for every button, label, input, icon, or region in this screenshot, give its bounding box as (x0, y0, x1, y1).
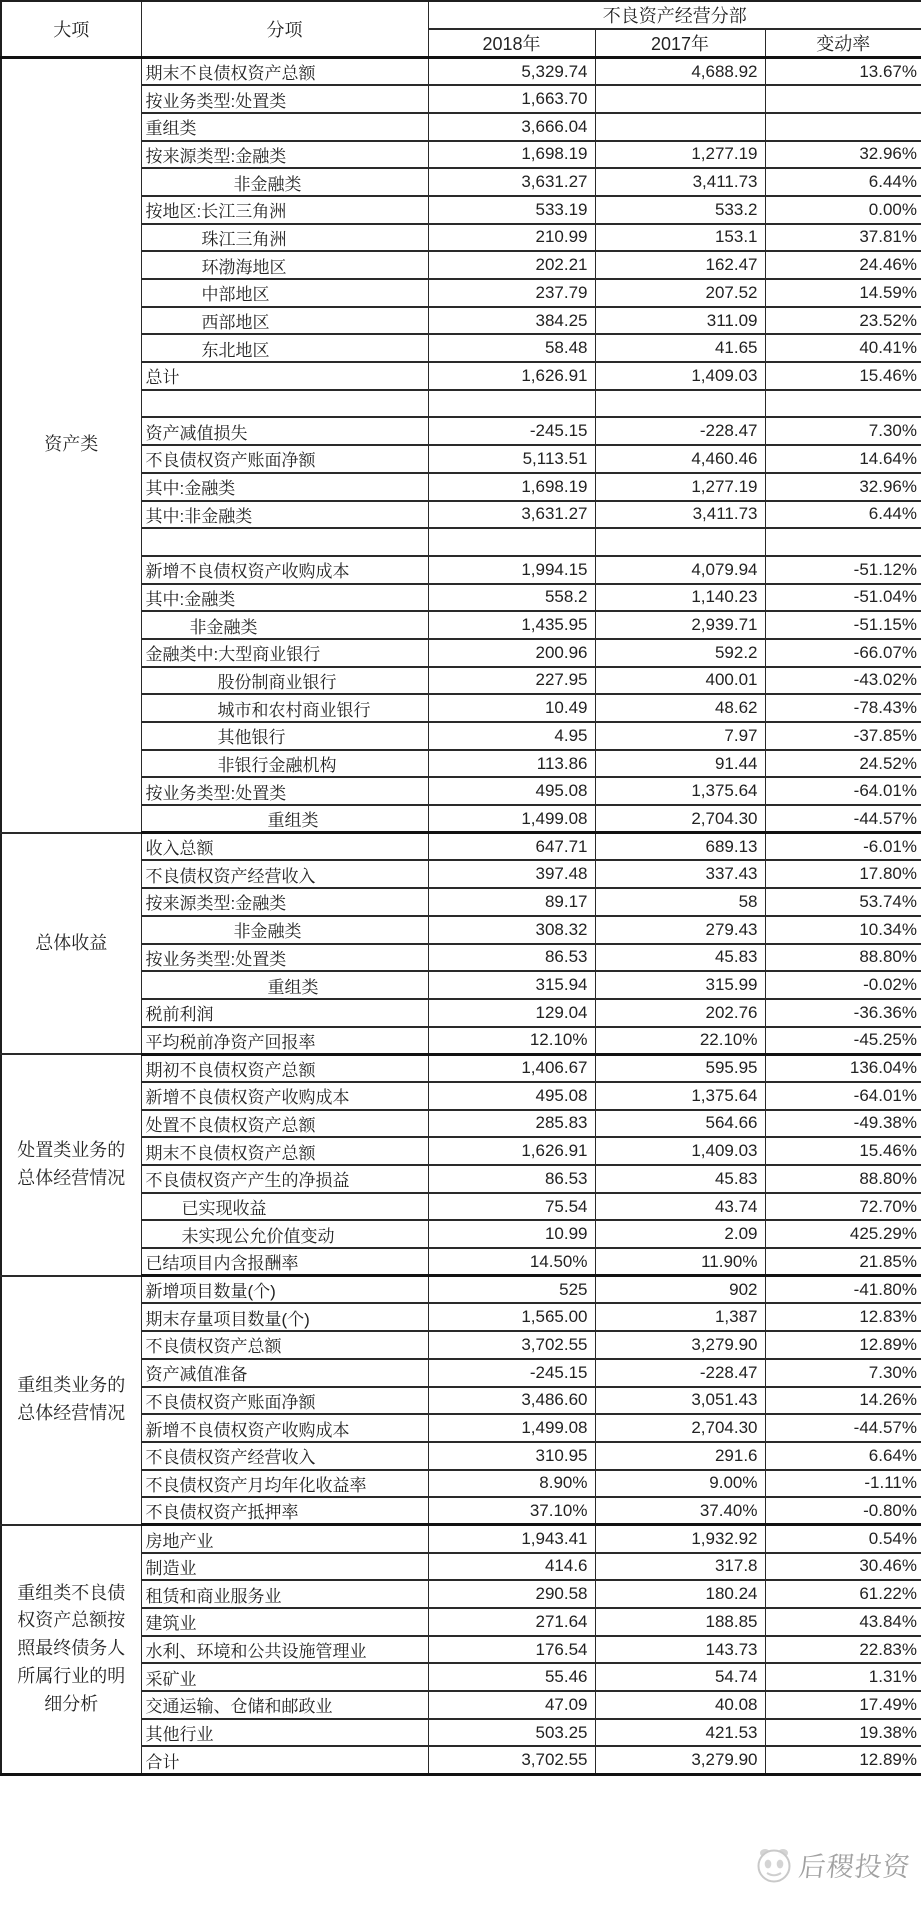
cell-v2017: 1,932.92 (595, 1525, 765, 1553)
table-title: 不良资产经营分部 (428, 1, 921, 29)
cell-chg: 12.83% (765, 1303, 921, 1331)
cell-v2018: 200.96 (428, 639, 595, 667)
cell-chg: 61.22% (765, 1580, 921, 1608)
cell-v2017: 1,409.03 (595, 362, 765, 390)
cell-v2018: 86.53 (428, 944, 595, 972)
cell-chg: -51.12% (765, 556, 921, 584)
cell-label: 中部地区 (141, 279, 428, 307)
cell-v2018: 414.6 (428, 1553, 595, 1581)
cell-v2017: 4,079.94 (595, 556, 765, 584)
cell-v2017: 22.10% (595, 1027, 765, 1055)
cell-chg: 6.44% (765, 501, 921, 529)
cell-chg: -41.80% (765, 1276, 921, 1304)
cell-label: 平均税前净资产回报率 (141, 1027, 428, 1055)
cell-v2018: 227.95 (428, 667, 595, 695)
cell-v2017: 902 (595, 1276, 765, 1304)
cell-v2017: 180.24 (595, 1580, 765, 1608)
cell-v2017: 9.00% (595, 1470, 765, 1498)
cell-chg: -64.01% (765, 777, 921, 805)
cell-label: 按来源类型:金融类 (141, 888, 428, 916)
cell-v2017: 279.43 (595, 916, 765, 944)
cell-label: 重组类 (141, 971, 428, 999)
cell-label: 按地区:长江三角洲 (141, 196, 428, 224)
section-label: 资产类 (1, 58, 141, 833)
cell-chg: -43.02% (765, 667, 921, 695)
cell-v2017: 41.65 (595, 334, 765, 362)
cell-chg: 22.83% (765, 1636, 921, 1664)
cell-v2018: 1,663.70 (428, 85, 595, 113)
panda-logo-icon (754, 1844, 794, 1884)
cell-label: 不良债权资产账面净额 (141, 445, 428, 473)
table-row (1, 58, 921, 86)
cell-v2018: 12.10% (428, 1027, 595, 1055)
cell-chg: 37.81% (765, 224, 921, 252)
cell-label: 新增不良债权资产收购成本 (141, 1082, 428, 1110)
cell-v2017: 45.83 (595, 944, 765, 972)
cell-v2018: -245.15 (428, 417, 595, 445)
cell-v2017: 4,460.46 (595, 445, 765, 473)
cell-chg: 10.34% (765, 916, 921, 944)
cell-v2017: 2,939.71 (595, 611, 765, 639)
cell-v2018: 558.2 (428, 584, 595, 612)
cell-label: 合计 (141, 1746, 428, 1774)
cell-v2017: 317.8 (595, 1553, 765, 1581)
cell-label: 采矿业 (141, 1663, 428, 1691)
cell-chg: 0.54% (765, 1525, 921, 1553)
cell-chg: -0.80% (765, 1497, 921, 1525)
cell-chg: 21.85% (765, 1248, 921, 1276)
cell-label: 其他行业 (141, 1719, 428, 1747)
cell-v2018: 3,702.55 (428, 1746, 595, 1774)
cell-chg: 88.80% (765, 944, 921, 972)
cell-label: 不良债权资产抵押率 (141, 1497, 428, 1525)
cell-label: 期末不良债权资产总额 (141, 58, 428, 86)
cell-chg: 6.64% (765, 1442, 921, 1470)
cell-v2017: 315.99 (595, 971, 765, 999)
cell-label: 交通运输、仓储和邮政业 (141, 1691, 428, 1719)
cell-chg: 7.30% (765, 417, 921, 445)
cell-v2017: 54.74 (595, 1663, 765, 1691)
cell-v2017: -228.47 (595, 1359, 765, 1387)
watermark-halo (750, 1846, 920, 1890)
cell-label: 非银行金融机构 (141, 750, 428, 778)
cell-v2017: 3,411.73 (595, 168, 765, 196)
cell-label: 已结项目内含报酬率 (141, 1248, 428, 1276)
cell-v2018: 58.48 (428, 334, 595, 362)
cell-label: 制造业 (141, 1553, 428, 1581)
cell-chg: -51.04% (765, 584, 921, 612)
cell-v2018: 647.71 (428, 833, 595, 861)
cell-chg: 7.30% (765, 1359, 921, 1387)
cell-v2018: 10.49 (428, 694, 595, 722)
cell-chg: 23.52% (765, 307, 921, 335)
cell-v2018: 1,943.41 (428, 1525, 595, 1553)
cell-v2017: 337.43 (595, 860, 765, 888)
cell-v2018: 210.99 (428, 224, 595, 252)
cell-v2018: 310.95 (428, 1442, 595, 1470)
cell-chg: 17.80% (765, 860, 921, 888)
cell-chg: -51.15% (765, 611, 921, 639)
cell-chg: 12.89% (765, 1746, 921, 1774)
cell-v2017: 1,375.64 (595, 777, 765, 805)
cell-label: 重组类 (141, 805, 428, 833)
cell-label: 非金融类 (141, 168, 428, 196)
cell-chg: 14.26% (765, 1387, 921, 1415)
watermark (754, 1844, 911, 1884)
cell-chg: 14.64% (765, 445, 921, 473)
col-header-sub: 分项 (141, 1, 428, 58)
cell-label: 不良债权资产月均年化收益率 (141, 1470, 428, 1498)
cell-label: 期末不良债权资产总额 (141, 1137, 428, 1165)
cell-v2018: 1,565.00 (428, 1303, 595, 1331)
cell-v2017: 1,375.64 (595, 1082, 765, 1110)
cell-v2018: 3,631.27 (428, 168, 595, 196)
cell-v2017: 188.85 (595, 1608, 765, 1636)
cell-v2018: 533.19 (428, 196, 595, 224)
cell-label: 不良债权资产产生的净损益 (141, 1165, 428, 1193)
cell-chg: 30.46% (765, 1553, 921, 1581)
cell-label: 重组类 (141, 113, 428, 141)
cell-label: 期初不良债权资产总额 (141, 1054, 428, 1082)
cell-v2018: 1,435.95 (428, 611, 595, 639)
table-row (1, 1054, 921, 1082)
col-header-change: 变动率 (765, 29, 921, 58)
table-body (1, 58, 921, 1775)
cell-chg: 88.80% (765, 1165, 921, 1193)
cell-chg (765, 85, 921, 113)
cell-chg: 43.84% (765, 1608, 921, 1636)
cell-label: 水利、环境和公共设施管理业 (141, 1636, 428, 1664)
cell-v2018: 308.32 (428, 916, 595, 944)
cell-v2017: 2,704.30 (595, 805, 765, 833)
cell-v2017: 1,277.19 (595, 141, 765, 169)
cell-label: 总计 (141, 362, 428, 390)
cell-label: 按业务类型:处置类 (141, 777, 428, 805)
cell-v2017: 1,387 (595, 1303, 765, 1331)
cell-v2018: 176.54 (428, 1636, 595, 1664)
cell-chg: 19.38% (765, 1719, 921, 1747)
cell-label: 其中:金融类 (141, 473, 428, 501)
cell-v2018: 37.10% (428, 1497, 595, 1525)
cell-v2018: 1,626.91 (428, 1137, 595, 1165)
cell-v2018: 86.53 (428, 1165, 595, 1193)
cell-label: 不良债权资产经营收入 (141, 1442, 428, 1470)
cell-v2017: 43.74 (595, 1193, 765, 1221)
cell-v2018: 5,329.74 (428, 58, 595, 86)
cell-v2017: 4,688.92 (595, 58, 765, 86)
cell-chg: -0.02% (765, 971, 921, 999)
cell-v2018: 202.21 (428, 251, 595, 279)
cell-chg: -37.85% (765, 722, 921, 750)
cell-label: 不良债权资产账面净额 (141, 1387, 428, 1415)
cell-chg: 136.04% (765, 1054, 921, 1082)
cell-v2017: 45.83 (595, 1165, 765, 1193)
cell-chg: 15.46% (765, 362, 921, 390)
cell-v2018: 1,626.91 (428, 362, 595, 390)
table-row (1, 1276, 921, 1304)
cell-v2017: 1,140.23 (595, 584, 765, 612)
cell-label: 股份制商业银行 (141, 667, 428, 695)
cell-v2017: 595.95 (595, 1054, 765, 1082)
cell-label: 收入总额 (141, 833, 428, 861)
cell-label: 东北地区 (141, 334, 428, 362)
cell-label: 其中:金融类 (141, 584, 428, 612)
cell-v2017 (595, 390, 765, 418)
cell-v2018: 3,486.60 (428, 1387, 595, 1415)
cell-v2018: 290.58 (428, 1580, 595, 1608)
cell-v2018: 525 (428, 1276, 595, 1304)
cell-label: 租赁和商业服务业 (141, 1580, 428, 1608)
cell-label: 期末存量项目数量(个) (141, 1303, 428, 1331)
cell-chg: 53.74% (765, 888, 921, 916)
cell-v2017 (595, 528, 765, 556)
cell-chg: 1.31% (765, 1663, 921, 1691)
cell-v2018: 5,113.51 (428, 445, 595, 473)
cell-v2017: 153.1 (595, 224, 765, 252)
cell-v2017: 3,279.90 (595, 1331, 765, 1359)
cell-v2018: 285.83 (428, 1110, 595, 1138)
cell-v2017: 3,279.90 (595, 1746, 765, 1774)
table-row (1, 1525, 921, 1553)
cell-chg (765, 113, 921, 141)
cell-label: 不良债权资产经营收入 (141, 860, 428, 888)
cell-label: 其中:非金融类 (141, 501, 428, 529)
cell-chg: 24.52% (765, 750, 921, 778)
cell-v2017: 689.13 (595, 833, 765, 861)
cell-v2018 (428, 390, 595, 418)
cell-chg: -64.01% (765, 1082, 921, 1110)
cell-v2017: 207.52 (595, 279, 765, 307)
cell-chg: 12.89% (765, 1331, 921, 1359)
cell-label: 金融类中:大型商业银行 (141, 639, 428, 667)
cell-v2017: 202.76 (595, 999, 765, 1027)
cell-label: 非金融类 (141, 916, 428, 944)
cell-v2017: 37.40% (595, 1497, 765, 1525)
cell-label: 其他银行 (141, 722, 428, 750)
cell-label: 西部地区 (141, 307, 428, 335)
cell-v2017: 1,409.03 (595, 1137, 765, 1165)
cell-v2018: 1,499.08 (428, 805, 595, 833)
cell-v2017: 40.08 (595, 1691, 765, 1719)
cell-chg: 32.96% (765, 473, 921, 501)
cell-v2017: 3,411.73 (595, 501, 765, 529)
cell-v2018: 47.09 (428, 1691, 595, 1719)
cell-v2018: 1,698.19 (428, 141, 595, 169)
cell-chg: -45.25% (765, 1027, 921, 1055)
cell-v2017: 564.66 (595, 1110, 765, 1138)
cell-v2017: 58 (595, 888, 765, 916)
cell-v2018: 55.46 (428, 1663, 595, 1691)
cell-label: 资产减值准备 (141, 1359, 428, 1387)
cell-label: 按业务类型:处置类 (141, 85, 428, 113)
cell-v2018: 503.25 (428, 1719, 595, 1747)
cell-v2018: 495.08 (428, 777, 595, 805)
section-label: 处置类业务的总体经营情况 (1, 1054, 141, 1276)
cell-v2018: 4.95 (428, 722, 595, 750)
cell-chg: 72.70% (765, 1193, 921, 1221)
cell-v2018: 3,631.27 (428, 501, 595, 529)
cell-v2017: 7.97 (595, 722, 765, 750)
cell-chg: 17.49% (765, 1691, 921, 1719)
table-row (1, 833, 921, 861)
cell-chg: 14.59% (765, 279, 921, 307)
cell-chg: -36.36% (765, 999, 921, 1027)
cell-chg: 40.41% (765, 334, 921, 362)
col-header-2017: 2017年 (595, 29, 765, 58)
cell-v2018: 8.90% (428, 1470, 595, 1498)
cell-v2017: 143.73 (595, 1636, 765, 1664)
table-header (1, 1, 921, 58)
cell-v2018: 237.79 (428, 279, 595, 307)
cell-chg: 13.67% (765, 58, 921, 86)
cell-v2017 (595, 113, 765, 141)
section-label: 重组类业务的总体经营情况 (1, 1276, 141, 1525)
cell-v2018: 1,499.08 (428, 1414, 595, 1442)
cell-v2018: 1,406.67 (428, 1054, 595, 1082)
cell-chg (765, 390, 921, 418)
cell-v2017: 11.90% (595, 1248, 765, 1276)
cell-v2017: 291.6 (595, 1442, 765, 1470)
cell-label: 按来源类型:金融类 (141, 141, 428, 169)
cell-v2018: 89.17 (428, 888, 595, 916)
col-header-2018: 2018年 (428, 29, 595, 58)
cell-label: 建筑业 (141, 1608, 428, 1636)
cell-v2017: -228.47 (595, 417, 765, 445)
cell-v2017 (595, 85, 765, 113)
cell-v2018 (428, 528, 595, 556)
cell-v2018: 315.94 (428, 971, 595, 999)
cell-v2017: 2.09 (595, 1220, 765, 1248)
cell-chg (765, 528, 921, 556)
cell-label: 处置不良债权资产总额 (141, 1110, 428, 1138)
cell-chg: 24.46% (765, 251, 921, 279)
cell-chg: -44.57% (765, 805, 921, 833)
cell-v2018: 3,666.04 (428, 113, 595, 141)
cell-v2018: 10.99 (428, 1220, 595, 1248)
cell-chg: -66.07% (765, 639, 921, 667)
cell-v2018: 495.08 (428, 1082, 595, 1110)
cell-chg: 32.96% (765, 141, 921, 169)
section-label: 重组类不良债权资产总额按照最终债务人所属行业的明细分析 (1, 1525, 141, 1774)
cell-chg: 425.29% (765, 1220, 921, 1248)
cell-label: 新增不良债权资产收购成本 (141, 556, 428, 584)
cell-label (141, 528, 428, 556)
cell-label: 新增项目数量(个) (141, 1276, 428, 1304)
cell-chg: 6.44% (765, 168, 921, 196)
cell-v2018: 3,702.55 (428, 1331, 595, 1359)
cell-label: 城市和农村商业银行 (141, 694, 428, 722)
cell-label: 非金融类 (141, 611, 428, 639)
cell-v2018: 1,698.19 (428, 473, 595, 501)
cell-chg: 15.46% (765, 1137, 921, 1165)
cell-label: 房地产业 (141, 1525, 428, 1553)
cell-v2018: 397.48 (428, 860, 595, 888)
cell-v2018: 271.64 (428, 1608, 595, 1636)
section-label: 总体收益 (1, 833, 141, 1055)
cell-label: 按业务类型:处置类 (141, 944, 428, 972)
cell-v2017: 533.2 (595, 196, 765, 224)
cell-v2017: 1,277.19 (595, 473, 765, 501)
cell-label (141, 390, 428, 418)
cell-v2018: 384.25 (428, 307, 595, 335)
watermark-text: 后稷投资 (797, 1851, 913, 1882)
cell-v2017: 400.01 (595, 667, 765, 695)
cell-chg: -6.01% (765, 833, 921, 861)
cell-v2017: 2,704.30 (595, 1414, 765, 1442)
cell-v2018: 75.54 (428, 1193, 595, 1221)
cell-label: 环渤海地区 (141, 251, 428, 279)
cell-label: 新增不良债权资产收购成本 (141, 1414, 428, 1442)
cell-chg: 0.00% (765, 196, 921, 224)
cell-chg: -78.43% (765, 694, 921, 722)
cell-v2017: 3,051.43 (595, 1387, 765, 1415)
cell-v2017: 592.2 (595, 639, 765, 667)
cell-v2018: 113.86 (428, 750, 595, 778)
cell-label: 未实现公允价值变动 (141, 1220, 428, 1248)
cell-label: 资产减值损失 (141, 417, 428, 445)
cell-label: 不良债权资产总额 (141, 1331, 428, 1359)
cell-v2017: 91.44 (595, 750, 765, 778)
cell-v2017: 311.09 (595, 307, 765, 335)
cell-v2018: 1,994.15 (428, 556, 595, 584)
cell-label: 已实现收益 (141, 1193, 428, 1221)
cell-chg: -44.57% (765, 1414, 921, 1442)
cell-chg: -49.38% (765, 1110, 921, 1138)
cell-label: 税前利润 (141, 999, 428, 1027)
cell-v2017: 421.53 (595, 1719, 765, 1747)
cell-v2018: 129.04 (428, 999, 595, 1027)
header-row-1 (1, 1, 921, 29)
cell-v2017: 48.62 (595, 694, 765, 722)
cell-chg: -1.11% (765, 1470, 921, 1498)
cell-v2018: 14.50% (428, 1248, 595, 1276)
cell-v2018: -245.15 (428, 1359, 595, 1387)
cell-label: 珠江三角洲 (141, 224, 428, 252)
col-header-major: 大项 (1, 1, 141, 58)
cell-v2017: 162.47 (595, 251, 765, 279)
